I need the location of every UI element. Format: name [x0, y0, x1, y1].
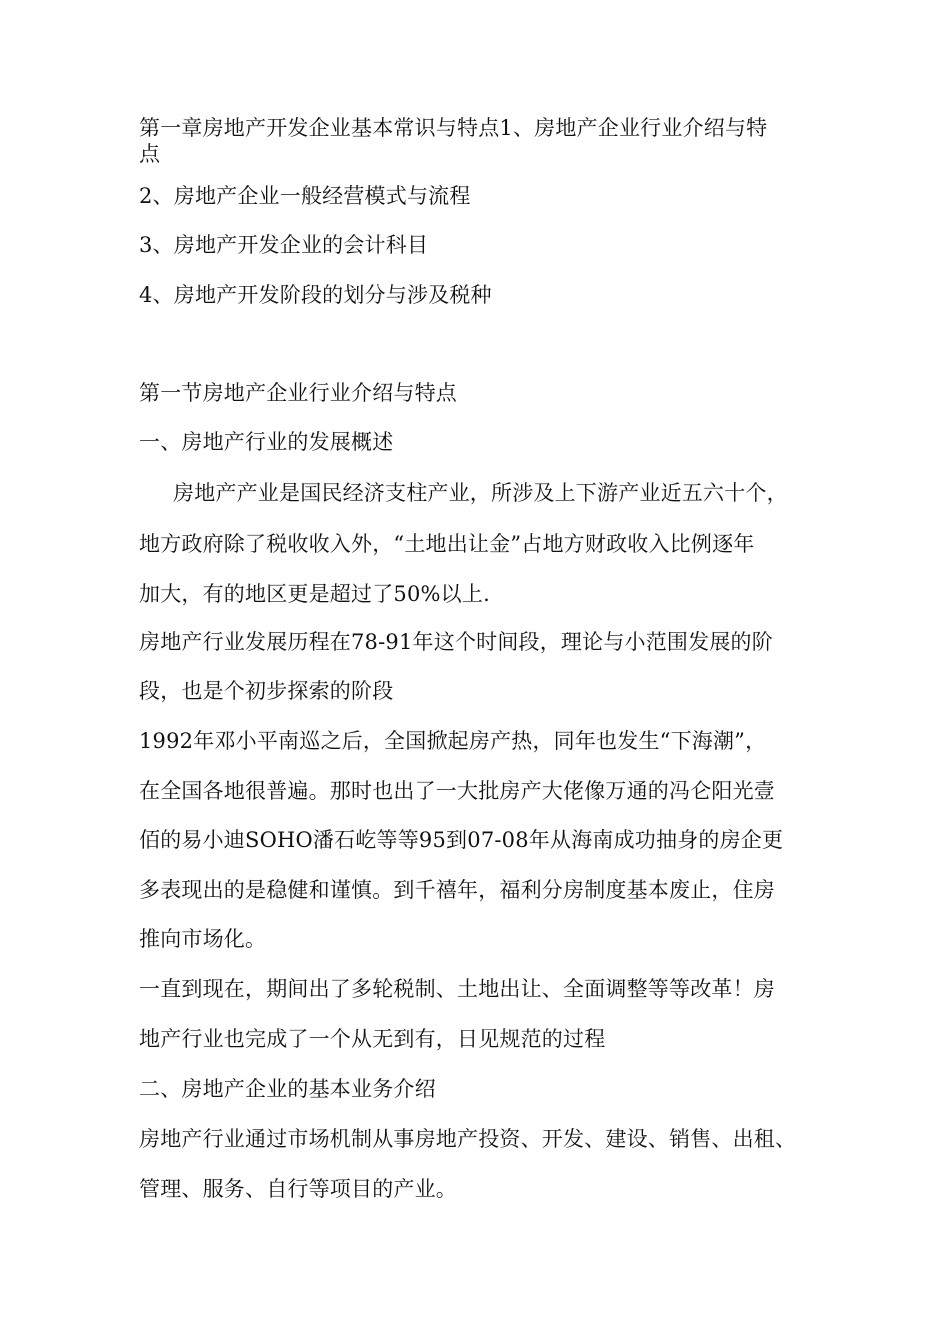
paragraph-line: 推向市场化。: [139, 927, 267, 951]
paragraph-line: 一直到现在，期间出了多轮税制、土地出让、全面调整等等改革！房: [139, 977, 775, 1001]
paragraph-line: 加大，有的地区更是超过了50%以上.: [139, 582, 490, 606]
paragraph-line: 1992年邓小平南巡之后，全国掀起房产热，同年也发生“下海潮”，: [139, 729, 767, 753]
paragraph-line: 多表现出的是稳健和谨慎。到千禧年，福利分房制度基本废止，住房: [139, 878, 775, 902]
paragraph-line: 段，也是个初步探索的阶段: [139, 679, 394, 703]
toc-item-2: 2、房地产企业一般经营模式与流程: [139, 184, 471, 208]
paragraph-line: 佰的易小迪SOHO潘石屹等等95到07-08年从海南成功抽身的房企更: [139, 828, 784, 852]
toc-chapter-line-1: 第一章房地产开发企业基本常识与特点1、房地产企业行业介绍与特: [139, 116, 768, 140]
section-title: 第一节房地产企业行业介绍与特点: [139, 381, 457, 405]
paragraph-line: 管理、服务、自行等项目的产业。: [139, 1177, 457, 1201]
paragraph-line: 房地产行业发展历程在78-91年这个时间段，理论与小范围发展的阶: [139, 630, 773, 654]
paragraph-line: 房地产产业是国民经济支柱产业，所涉及上下游产业近五六十个，: [173, 481, 788, 505]
paragraph-line: 地产行业也完成了一个从无到有，日见规范的过程: [139, 1027, 606, 1051]
toc-item-3: 3、房地产开发企业的会计科目: [139, 233, 429, 257]
toc-item-4: 4、房地产开发阶段的划分与涉及税种: [139, 283, 492, 307]
toc-chapter-line-2: 点: [139, 142, 161, 166]
paragraph-line: 在全国各地很普遍。那时也出了一大批房产大佬像万通的冯仑阳光壹: [139, 779, 775, 803]
paragraph-line: 房地产行业通过市场机制从事房地产投资、开发、建设、销售、出租、: [139, 1127, 797, 1151]
subsection-heading-2: 二、房地产企业的基本业务介绍: [139, 1077, 436, 1101]
subsection-heading-1: 一、房地产行业的发展概述: [139, 430, 394, 454]
paragraph-line: 地方政府除了税收收入外，“土地出让金”占地方财政收入比例逐年: [139, 532, 755, 556]
